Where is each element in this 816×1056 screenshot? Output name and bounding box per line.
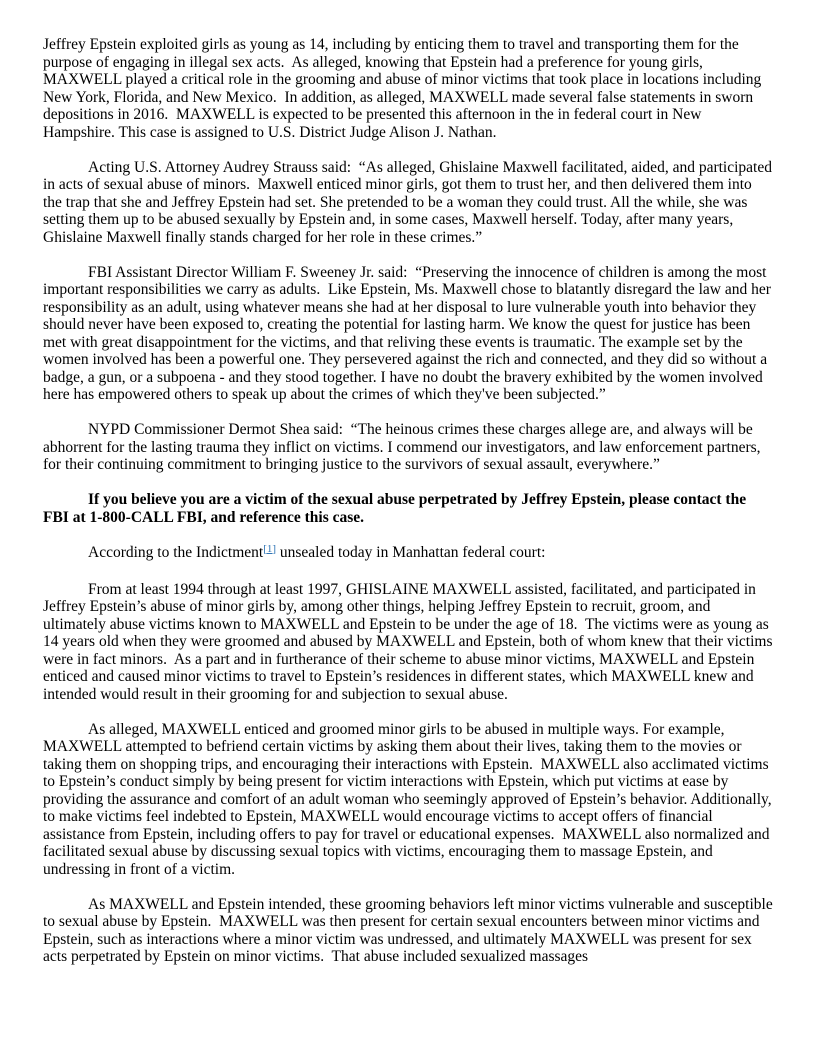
paragraph-indictment-summary: From at least 1994 through at least 1997, GHISLAINE MAXWELL assisted, facilitated, and participated in Jeffrey Epstein’s abuse of minor girls by, among other things, helping Jeffrey Epstein to recruit, groom, and ultimately abuse victims known to MAXWELL and Epstein to be under the age of 18. The victims were as young as 14 years old when they were groomed and abused by MAXWELL and Epstein, both of whom knew that their victims were in fact minors. As a part and in furtherance of their scheme to abuse minor victims, MAXWELL and Epstein enticed and caused minor victims to travel to Epstein’s residences in different states, which MAXWELL knew and intended would result in their grooming for and subjection to sexual abuse.	[43, 580, 777, 703]
paragraph-abuse-outcome: As MAXWELL and Epstein intended, these grooming behaviors left minor victims vulnerable and susceptible to sexual abuse by Epstein. MAXWELL was then present for certain sexual encounters between minor victims and Epstein, such as interactions where a minor victim was undressed, and ultimately MAXWELL was present for sex acts perpetrated by Epstein on minor victims. That abuse included sexualized massages	[43, 895, 777, 965]
paragraph-indictment-lead	[43, 544, 774, 564]
indictment-lead-before: According to the Indictment	[88, 543, 264, 561]
footnote-1-link[interactable]: [1]	[263, 542, 277, 555]
paragraph-strauss-quote: Acting U.S. Attorney Audrey Strauss said: “As alleged, Ghislaine Maxwell facilitated, aided, and participated in acts of sexual abuse of minors. Maxwell enticed minor girls, got them to trust her, and then delivered them into the trap that she and Jeffrey Epstein had set. She pretended to be a woman they could trust. All the while, she was setting them up to be abused sexually by Epstein and, in some cases, Maxwell herself. Today, after many years, Ghislaine Maxwell finally stands charged for her role in these crimes.”	[43, 158, 776, 246]
paragraph-shea-quote: NYPD Commissioner Dermot Shea said: “The heinous crimes these charges allege are, and always will be abhorrent for the lasting trauma they inflict on victims. I commend our investigators, and law enforcement partners, for their continuing commitment to bringing justice to the survivors of sexual assault, everywhere.”	[43, 421, 765, 473]
paragraph-intro: Jeffrey Epstein exploited girls as young as 14, including by enticing them to travel and transporting them for the purpose of engaging in illegal sex acts. As alleged, knowing that Epstein had a preference for young girls, MAXWELL played a critical role in the grooming and abuse of minor victims that took place in locations including New York, Florida, and New Mexico. In addition, as alleged, MAXWELL made several false statements in sworn depositions in 2016. MAXWELL is expected to be presented this afternoon in the in federal court in New Hampshire. This case is assigned to U.S. District Judge Alison J. Nathan.	[43, 36, 766, 141]
paragraph-sweeney-quote: FBI Assistant Director William F. Sweeney Jr. said: “Preserving the innocence of children is among the most important responsibilities we carry as adults. Like Epstein, Ms. Maxwell chose to blatantly disregard the law and her responsibility as an adult, using whatever means she had at her disposal to lure vulnerable youth into behavior they should never have been exposed to, creating the potential for lasting harm. We know the quest for justice has been met with great disappointment for the victims, and that reliving these events is traumatic. The example set by the women involved has been a powerful one. They persevered against the rich and connected, and they did so without a badge, a gun, or a subpoena - and they stood together. I have no doubt the bravery exhibited by the women involved here has empowered others to speak up about the crimes of which they've been subjected.”	[43, 263, 775, 403]
paragraph-grooming-methods: As alleged, MAXWELL enticed and groomed minor girls to be abused in multiple ways. For example, MAXWELL attempted to befriend certain victims by asking them about their lives, taking them to the movies or taking them on shopping trips, and encouraging their interactions with Epstein. MAXWELL also acclimated victims to Epstein’s conduct simply by being present for victim interactions with Epstein, which put victims at ease by providing the assurance and comfort of an adult woman who seemingly approved of Epstein’s behavior. Additionally, to make victims feel indebted to Epstein, MAXWELL would encourage victims to accept offers of financial assistance from Epstein, including offers to pay for travel or educational expenses. MAXWELL also normalized and facilitated sexual abuse by discussing sexual topics with victims, encouraging them to massage Epstein, and undressing in front of a victim.	[43, 720, 776, 878]
paragraph-victim-notice: If you believe you are a victim of the sexual abuse perpetrated by Jeffrey Epstein, please contact the FBI at 1-800-CALL FBI, and reference this case.	[43, 491, 750, 526]
indictment-lead-after: unsealed today in Manhattan federal court:	[276, 543, 546, 561]
